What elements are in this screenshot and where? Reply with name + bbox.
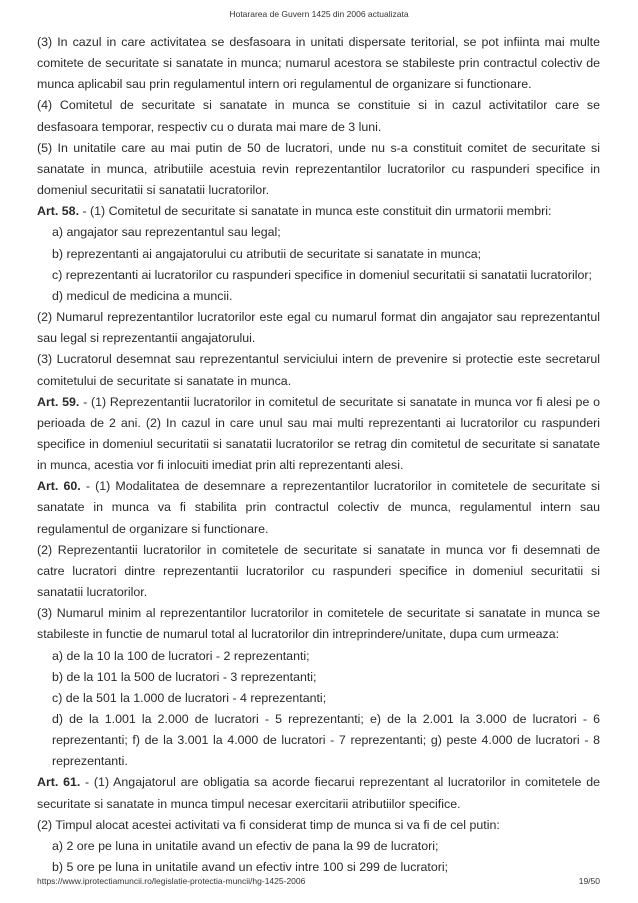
list-item bbox=[37, 265, 600, 286]
paragraph-text: c) de la 501 la 1.000 de lucratori - 4 reprezentanti; bbox=[52, 690, 327, 705]
footer-url: https://www.iprotectiamuncii.ro/legislatie-protectia-muncii/hg-1425-2006 bbox=[37, 876, 306, 886]
paragraph-text: (5) In unitatile care au mai putin de 50 de lucratori, unde nu s-a constituit comitet de securitate si sanatate in munca, atributiile acestuia revin reprezentantilor lucratorilor cu raspunderi specifice in domeniul securitatii si sanatatii lucratorilor. bbox=[37, 140, 600, 198]
list-item bbox=[37, 709, 600, 772]
list-item bbox=[37, 667, 600, 688]
paragraph-text: (3) In cazul in care activitatea se desfasoara in unitati dispersate teritorial, se pot infiinta mai multe comitete de securitate si sanatate in munca; numarul acestora se stabileste prin contractul colectiv de munca aplicabil sau prin regulamentul intern ori regulamentul de organizare si functionare. bbox=[37, 35, 600, 92]
paragraph-text: b) de la 101 la 500 de lucratori - 3 reprezentanti; bbox=[52, 669, 317, 684]
paragraph-text: - (1) Comitetul de securitate si sanatate in munca este constituit din urmatorii membri: bbox=[79, 204, 552, 219]
paragraph-text: a) de la 10 la 100 de lucratori - 2 reprezentanti; bbox=[52, 648, 310, 663]
paragraph bbox=[37, 349, 600, 391]
paragraph-text: (2) Timpul alocat acestei activitati va fi considerat timp de munca si va fi de cel putin: bbox=[37, 817, 500, 832]
page-header: Hotararea de Guvern 1425 din 2006 actualizata bbox=[229, 9, 409, 19]
paragraph-text: b) 5 ore pe luna in unitatile avand un efectiv intre 100 si 299 de lucratori; bbox=[52, 860, 449, 875]
paragraph bbox=[37, 540, 600, 603]
article-number: Art. 58. bbox=[37, 204, 80, 219]
paragraph-text: (2) Numarul reprezentantilor lucratorilor este egal cu numarul format din angajator sau reprezentantul sau legal si reprezentantii angajatorului. bbox=[37, 310, 600, 346]
paragraph-text: c) reprezentanti ai lucratorilor cu raspunderi specifice in domeniul securitatii si sanatatii lucratorilor; bbox=[52, 267, 592, 282]
paragraph-text: (4) Comitetul de securitate si sanatate in munca se constituie si in cazul activitatilor care se desfasoara temporar, respectiv cu o durata mai mare de 3 luni. bbox=[37, 98, 600, 134]
document-body bbox=[37, 32, 600, 878]
list-item bbox=[37, 222, 600, 243]
paragraph bbox=[37, 815, 600, 836]
paragraph-text: d) medicul de medicina a muncii. bbox=[52, 288, 233, 303]
paragraph-text: (3) Lucratorul desemnat sau reprezentantul serviciului intern de prevenire si protectie este secretarul comitetului de securitate si sanatate in munca. bbox=[37, 352, 600, 388]
paragraph-text: a) angajator sau reprezentantul sau legal; bbox=[52, 225, 281, 240]
paragraph bbox=[37, 603, 600, 645]
list-item bbox=[37, 688, 600, 709]
paragraph-text: (3) Numarul minim al reprezentantilor lucratorilor in comitetele de securitate si sanatate in munca se stabileste in functie de numarul total al lucratorilor din intreprindere/unitate, dupa cum urmeaza: bbox=[37, 606, 600, 642]
list-item bbox=[37, 646, 600, 667]
article-paragraph bbox=[37, 201, 600, 222]
paragraph bbox=[37, 32, 600, 95]
article-number: Art. 61. bbox=[37, 775, 81, 790]
paragraph-text: - (1) Angajatorul are obligatia sa acorde fiecarui reprezentant al lucratorilor in comitetele de securitate si sanatate in munca timpul necesar exercitarii atributiilor specifice. bbox=[37, 775, 600, 811]
paragraph-text: a) 2 ore pe luna in unitatile avand un efectiv de pana la 99 de lucratori; bbox=[52, 838, 439, 853]
article-paragraph bbox=[37, 476, 600, 539]
article-number: Art. 60. bbox=[37, 479, 81, 494]
paragraph bbox=[37, 138, 600, 201]
paragraph bbox=[37, 95, 600, 137]
paragraph-text: b) reprezentanti ai angajatorului cu atributii de securitate si sanatate in munca; bbox=[52, 246, 482, 261]
article-paragraph bbox=[37, 772, 600, 814]
article-paragraph bbox=[37, 392, 600, 477]
paragraph-text: - (1) Modalitatea de desemnare a reprezentantilor lucratorilor in comitetele de securitate si sanatate in munca va fi stabilita prin contractul colectiv de munca, regulamentul intern sau regulamentul de organizare si functionare. bbox=[37, 479, 600, 536]
paragraph-text: d) de la 1.001 la 2.000 de lucratori - 5 reprezentanti; e) de la 2.001 la 3.000 de lucratori - 6 reprezentanti; f) de la 3.001 la 4.000 de lucratori - 7 reprezentanti; g) peste 4.000 de lucratori - 8 reprezentanti. bbox=[52, 712, 600, 769]
paragraph-text: - (1) Reprezentantii lucratorilor in comitetul de securitate si sanatate in munca vor fi alesi pe o perioada de 2 ani. (2) In cazul in care unul sau mai multi reprezentanti ai lucratorilor cu raspunderi specifice in domeniul securitatii si sanatatii lucratorilor se retrag din comitetul de securitate si sanatate in munca, acestia vor fi inlocuiti imediat prin alti reprezentanti alesi. bbox=[37, 394, 601, 473]
paragraph bbox=[37, 307, 600, 349]
list-item bbox=[37, 244, 600, 265]
page-number: 19/50 bbox=[578, 876, 600, 886]
paragraph-text: (2) Reprezentantii lucratorilor in comitetele de securitate si sanatate in munca vor fi desemnati de catre lucratori dintre reprezentantii lucratorilor cu raspunderi specifice in domeniul securitatii si sanatatii lucratorilor. bbox=[37, 542, 600, 600]
list-item bbox=[37, 286, 600, 307]
article-number: Art. 59. bbox=[37, 394, 80, 409]
list-item bbox=[37, 836, 600, 857]
